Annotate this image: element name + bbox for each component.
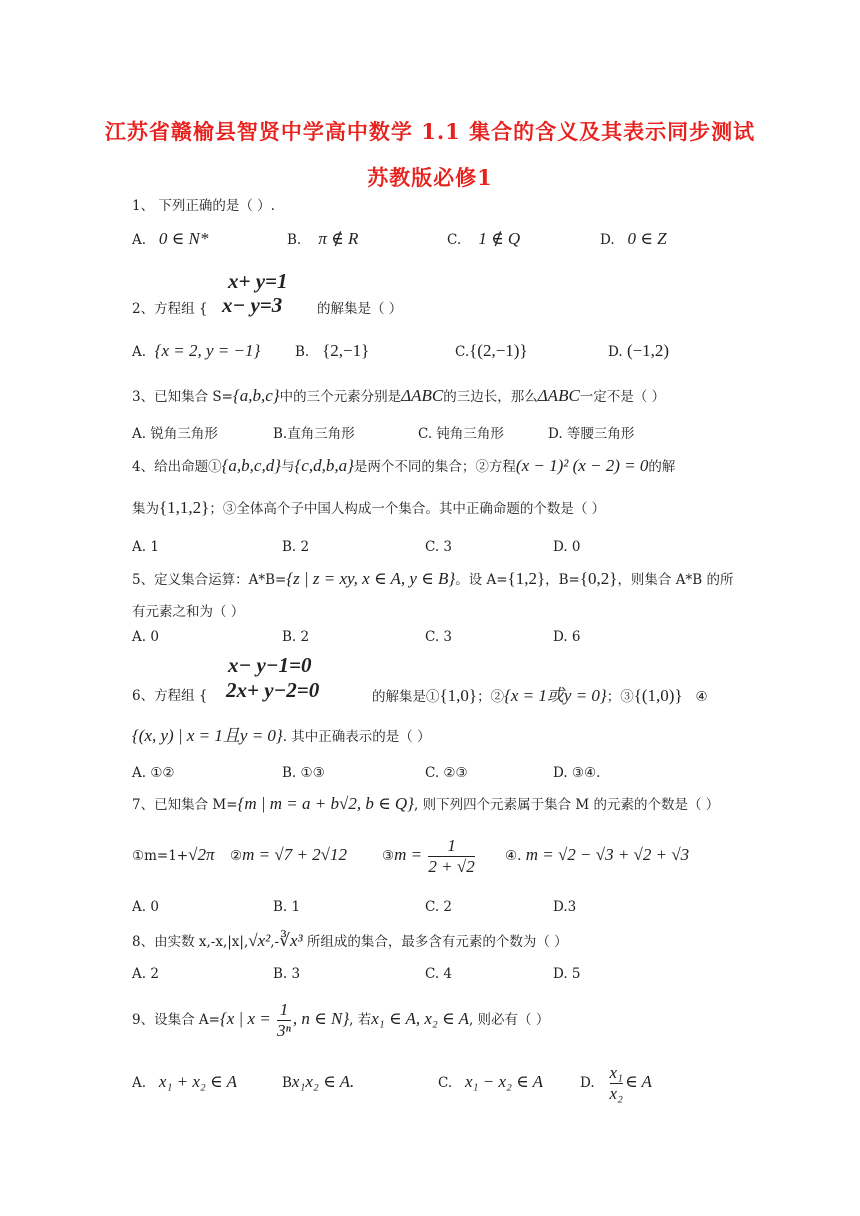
q3-stem: 3、已知集合 S={a,b,c}中的三个元素分别是ΔABC的三边长，那么ΔABC一定不是（ ） <box>132 386 666 405</box>
q5-option-c: C. 3 <box>425 629 453 645</box>
q2-system-bottom: x− y=3 <box>222 293 283 317</box>
q8-stem: 8、由实数 x,-x,|x|,√x²,-∛x³ 所组成的集合，最多含有元素的个数为（ ） <box>132 931 568 950</box>
title-line-1: 江苏省赣榆县智贤中学高中数学 1.1 集合的含义及其表示同步测试 <box>104 119 756 144</box>
question-1-stem: 1、 下列正确的是（ ）. <box>132 198 275 214</box>
q6-option-c: C. ②③ <box>425 765 468 781</box>
q7-item-3-fraction: $\frac{1}{2 + √2}$ <box>428 836 475 876</box>
q6-system-bottom: 2x+ y−2=0 <box>226 678 320 702</box>
q7-option-d: D.3 <box>553 899 577 915</box>
q6-option-a: A. ①② <box>132 765 175 781</box>
q1-option-c: C. 1 ∉ Q <box>447 229 521 248</box>
q6-stem-prefix: 6、方程组 { <box>132 688 208 704</box>
q5-option-a: A. 0 <box>132 629 159 645</box>
q8-option-a: A. 2 <box>132 966 159 982</box>
q9-stem: 9、设集合 A={x | x = $\frac{1}{\text{3ⁿ}}$ , n ∈ N}, 若x₁ ∈ A, x₂ ∈ A, 则必有（ ） <box>132 1000 550 1040</box>
q4-option-c: C. 3 <box>425 539 453 555</box>
q3-option-b: B.直角三角形 <box>273 426 355 442</box>
q4-option-a: A. 1 <box>132 539 159 555</box>
q7-item-4: ④. m = √2 − √3 + √2 + √3 <box>505 845 690 864</box>
q7-option-b: B. 1 <box>273 899 301 915</box>
q1-option-d: D. 0 ∈ Z <box>600 229 667 248</box>
q1-option-a: A. 0 ∈ N* <box>132 229 209 248</box>
q6-option-b: B. ①③ <box>282 765 325 781</box>
q5-stem-line-1: 5、定义集合运算：A*B={z | z = xy, x ∈ A, y ∈ B}。设 A={1,2}，B={0,2}，则集合 A*B 的所 <box>132 569 734 588</box>
q7-stem: 7、已知集合 M={m | m = a + b√2, b ∈ Q}, 则下列四个元素属于集合 M 的元素的个数是（ ） <box>132 794 720 813</box>
q6-option-d: D. ③④. <box>553 765 601 781</box>
q6-stem-line-1: 的解集是①{1,0}；②{x = 1或y = 0}；③{(1,0)} ④ <box>372 686 708 705</box>
q6-system-top: x− y−1=0 <box>228 653 312 677</box>
q7-item-2: ②m = √7 + 2√12 <box>230 845 347 864</box>
q3-option-d: D. 等腰三角形 <box>548 426 635 442</box>
q2-stem: 2、方程组 { <box>132 301 208 317</box>
q7-option-c: C. 2 <box>425 899 453 915</box>
q2-system-top: x+ y=1 <box>228 269 288 293</box>
q2-stem-end: 的解集是（ ） <box>317 301 403 317</box>
q4-stem-line-1: 4、给出命题①{a,b,c,d}与{c,d,b,a}是两个不同的集合；②方程(x − 1)² (x − 2) = 0的解 <box>132 456 676 475</box>
q9-option-d-fraction: $\frac{\text{x₁}}{\text{x₂}}$ <box>609 1063 623 1103</box>
q5-stem-line-2: 有元素之和为（ ） <box>132 604 245 620</box>
q7-item-1: ①m=1+√2π <box>132 845 215 864</box>
q4-option-b: B. 2 <box>282 539 310 555</box>
q2-option-d: D. (−1,2) <box>608 341 670 360</box>
q8-option-d: D. 5 <box>553 966 581 982</box>
q2-option-a: A. {x = 2, y = −1} <box>132 341 261 360</box>
q3-option-a: A. 锐角三角形 <box>132 426 218 442</box>
q7-item-3: ③m = $\frac{1}{2 + √2}$ <box>382 836 475 876</box>
q6-stem-line-2: {(x, y) | x = 1且y = 0}. 其中正确表示的是（ ） <box>132 726 431 745</box>
q8-option-c: C. 4 <box>425 966 453 982</box>
q5-option-b: B. 2 <box>282 629 310 645</box>
q3-option-c: C. 钝角三角形 <box>418 426 504 442</box>
title-line-2: 苏教版必修1 <box>367 165 493 190</box>
q2-option-b: B. {2,−1} <box>295 341 370 360</box>
q9-option-a: A. x₁ + x₂ ∈ A <box>132 1072 237 1091</box>
q9-set-fraction: $\frac{1}{\text{3ⁿ}}$ <box>277 1000 291 1040</box>
q9-option-b: Bx₁x₂ ∈ A. <box>282 1072 355 1091</box>
q9-option-c: C. x₁ − x₂ ∈ A <box>438 1072 544 1091</box>
q8-option-b: B. 3 <box>273 966 301 982</box>
q9-option-d: D. $\frac{\text{x₁}}{\text{x₂}}$ ∈ A <box>580 1063 652 1103</box>
q4-stem-line-2: 集为{1,1,2}；③全体高个子中国人构成一个集合。其中正确命题的个数是（ ） <box>132 498 606 517</box>
q1-option-b: B. π ∉ R <box>287 229 359 248</box>
q7-option-a: A. 0 <box>132 899 159 915</box>
q5-option-d: D. 6 <box>553 629 581 645</box>
q4-option-d: D. 0 <box>553 539 581 555</box>
q2-option-c: C.{(2,−1)} <box>455 341 528 360</box>
